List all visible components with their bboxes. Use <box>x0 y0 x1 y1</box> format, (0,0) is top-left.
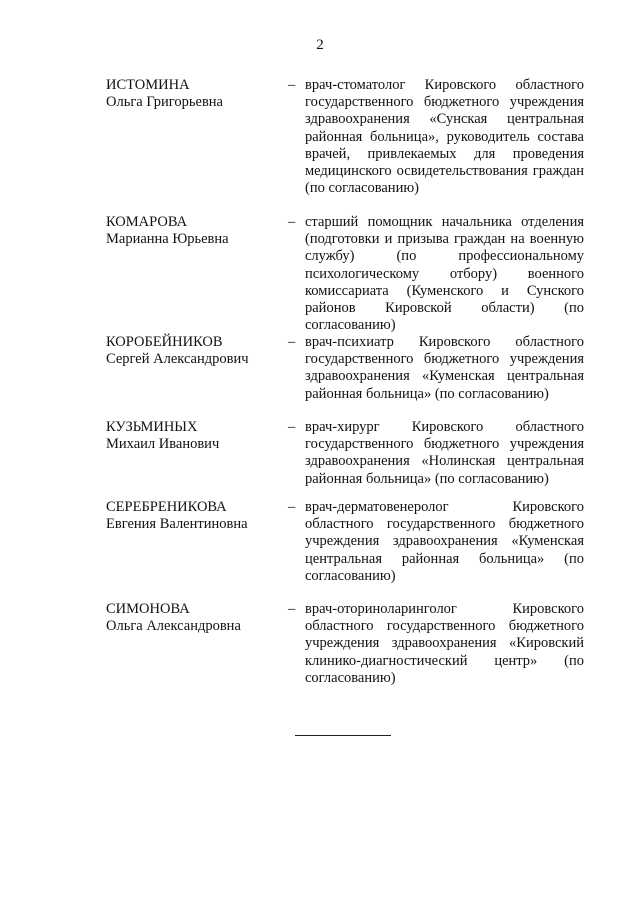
member-dash: – <box>288 419 296 435</box>
member-role: врач-дерматовенеролог Кировского областного государственного бюджетного учреждения здравоохранения «Куменская центральная районная больница» (по согласованию) <box>305 499 584 584</box>
member-name <box>106 334 276 368</box>
member-dash: – <box>288 601 296 617</box>
member-given-names: Сергей Александрович <box>106 351 249 368</box>
member-dash: – <box>288 499 296 515</box>
member-given-names: Михаил Иванович <box>106 436 220 453</box>
member-role: врач-стоматолог Кировского областного государственного бюджетного учреждения здравоохранения «Сунская центральная районная больница», руководитель состава врачей, привлекаемых для проведения медицинского освидетельствования граждан (по согласованию) <box>305 77 584 197</box>
member-name <box>106 77 276 111</box>
member-name <box>106 601 276 635</box>
member-given-names: Ольга Александровна <box>106 618 241 635</box>
member-surname: СЕРЕБРЕНИКОВА <box>106 499 227 515</box>
member-surname: КОМАРОВА <box>106 214 188 230</box>
member-dash: – <box>288 77 296 93</box>
member-given-names: Евгения Валентиновна <box>106 516 248 533</box>
member-role: врач-оториноларинголог Кировского областного государственного бюджетного учреждения здравоохранения «Кировский клинико-диагностический центр» (по согласованию) <box>305 601 584 686</box>
member-given-names: Марианна Юрьевна <box>106 231 229 248</box>
member-given-names: Ольга Григорьевна <box>106 94 223 111</box>
end-of-list-rule <box>295 735 391 736</box>
member-surname: ИСТОМИНА <box>106 77 190 93</box>
member-dash: – <box>288 214 296 230</box>
member-role: врач-психиатр Кировского областного государственного бюджетного учреждения здравоохранения «Куменская центральная районная больница» (по согласованию) <box>305 334 584 402</box>
member-name <box>106 419 276 453</box>
member-dash: – <box>288 334 296 350</box>
member-role: врач-хирург Кировского областного государственного бюджетного учреждения здравоохранения «Нолинская центральная районная больница» (по согласованию) <box>305 419 584 487</box>
member-surname: КУЗЬМИНЫХ <box>106 419 198 435</box>
member-role: старший помощник начальника отделения (подготовки и призыва граждан на военную службу) (по профессиональному психологическому отбору) военного комиссариата (Куменского и Сунского районов Кировской области) (по согласованию) <box>305 214 584 334</box>
member-name <box>106 214 276 248</box>
member-surname: СИМОНОВА <box>106 601 190 617</box>
page-number: 2 <box>316 37 324 53</box>
member-name <box>106 499 276 533</box>
member-surname: КОРОБЕЙНИКОВ <box>106 334 223 350</box>
